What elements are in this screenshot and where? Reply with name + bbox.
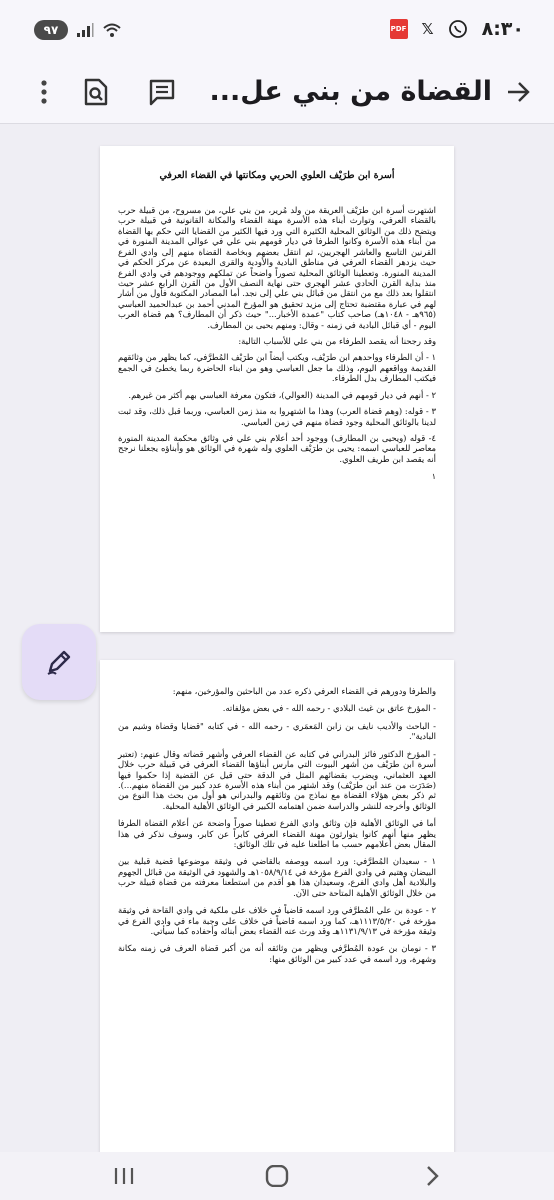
toolbar: [0, 60, 554, 124]
paragraph: ٤- قوله (ويحيى بن المطارف) ووجود أحد أعلام بني علي في وثائق محكمة المدينة المنورة معاصر للعباسي اسمه: يحيى بن طرَيْف العلوي وله شهرة في الوثائق هو وأبناؤه يجعلنا نرجح أنه يقصد ابن طريف العلوي.: [118, 433, 436, 464]
status-right: [390, 18, 524, 40]
status-time: ٨:٣٠: [481, 18, 524, 40]
paragraph: ٢ - أنهم في ديار قومهم في المدينة (العوالي)، فتكون معرفة العباسي بهم أكثر من غيرهم.: [128, 389, 436, 400]
back-button[interactable]: [494, 68, 542, 116]
more-options-button[interactable]: [20, 68, 68, 116]
document-title: القضاة من بني عل...: [209, 76, 492, 107]
paragraph: - الباحث والأديب نايف بن زابن المَعمَري - رحمه الله - في كتابه "قضايا وقضاة وشيم من البادية".: [118, 720, 436, 742]
paragraph: ٣ - نومان بن عودة المُطرَّفي ويظهر من وثائقه أنه من أكبر قضاة العرف في زمنه مكانة وشهرة، ورد اسمه في عدد كبير من الوثائق منها:: [118, 943, 436, 964]
pdf-page-2[interactable]: [100, 660, 454, 1160]
recents-icon: [113, 1166, 135, 1186]
paragraph: - المؤرخ عاتق بن غيث البلادي - رحمه الله - في بعض مؤلفاته.: [222, 703, 436, 714]
search-document-button[interactable]: [72, 68, 120, 116]
page-content: [118, 660, 436, 964]
edit-fab-button[interactable]: [22, 624, 96, 700]
whatsapp-icon: [448, 19, 468, 39]
paragraph: وقد رجحنا أنه يقصد الطرفاء من بني علي للأسباب التالية:: [238, 336, 436, 347]
home-icon: [265, 1165, 289, 1187]
paragraph: أما في الوثائق الأهلية فإن وثائق وادي الفرع تعطينا صوراً واضحة عن أعلام القضاة الطرفا يظهر منها أنهم كانوا يتوارثون مهنة القضاء العرفي كابراً عن كابر، وسوف نذكر في هذا المقال بعض أعلامهم حسب ما اطلعنا عليه في تلك الوثائق:: [118, 818, 436, 850]
paragraph: - المؤرخ الدكتور فائز البدراني في كتابه عن القضاء العرفي وأشهر قضاته وقال عنهم: (تعتبر أسرة ابن طرَيْف من أشهر البيوت التي مارس أبناؤها القضاء العرفي في قبيلة حرب خلال العهد العثماني، ويضرب بقضائهم المثل في الدقة حتى قيل عن القضية إذا حكموا فيها (صَدَرَت من عند ابن طرَيْف) وقد اشتهر من أبناء هذه الأسرة عدد كبير من القضاة منهم...). ثم ذكر بعض هؤلاء القضاة مع نماذج من وثائقهم والبدراني هو أول من بحث هذا النوع من الوثائق وأخرجه للنشر والدراسة ضمن اهتمامه الكبير في الوثائق الأهلية المحلية.: [118, 748, 436, 811]
pdf-icon: PDF: [390, 19, 408, 39]
back-arrow-icon: [506, 81, 530, 103]
pdf-page-1[interactable]: [100, 146, 454, 632]
system-back-button[interactable]: [412, 1160, 452, 1192]
comments-button[interactable]: [138, 68, 186, 116]
x-icon: 𝕏: [421, 20, 434, 38]
paragraph: ١ - سعيدان المُطرَّفي: ورد اسمه ووصفه بالقاضي في وثيقة موضوعها قضية قبلية بين البيضان وهتيم في وادي الفرع مؤرخة في ١٠٥٨/٩/١٤هـ والشهود في الوثيقة من قبائل الجهوم والبلادية أهل وادي الفرع، وسعيدان هذا هو أقدم من استطعنا معرفته من قضاة قبيلة حرب من خلال الوثائق الأهلية المتاحة حتى الآن.: [118, 856, 437, 898]
search-document-icon: [83, 78, 109, 106]
article-heading: أسرة ابن طرَيْف العلوي الحربي ومكانتها في القضاء العرفي: [159, 170, 395, 181]
recents-button[interactable]: [104, 1160, 144, 1192]
back-icon: [425, 1165, 439, 1187]
edit-pen-icon: [44, 647, 74, 677]
navigation-bar: [0, 1152, 554, 1200]
signal-icon: [76, 22, 94, 38]
wifi-icon: [102, 22, 122, 38]
paragraph: ٣ - قوله: (وهم قضاة العرب) وهذا ما اشتهروا به منذ زمن العباسي، وربما قبل ذلك، وقد ثبت لدينا بالوثائق المحلية وجود قضاة منهم في زمن العباسي.: [118, 406, 436, 427]
battery-icon: ٩٧: [34, 20, 68, 40]
status-left: [34, 20, 122, 40]
paragraph: اشتهرت أسرة ابن طرَيْف العريقة من ولد مُرير، من بني علي، من مسروح، من قبيلة حرب بالقضاء العرفي، وتوارث أبناء هذه الأسرة مهنة القضاء والمكانة القانونية في قبيلة حرب ويتضح ذلك من الوثائق المحلية الكثيرة التي ورد فيها الكثير من القضايا التي حكم بها القضاة من أبناء هذه الأسرة وكانوا الطرفا في ديار قومهم بني علي في عوالي المدينة المنورة في القرنين التاسع والعاشر الهجريين، ثم انتقل بعضهم وبخاصة القضاة منهم إلى وادي الفرع حيث يزدهر القضاء العرفي في مناطق البادية والأودية والقرى البعيدة عن مركز الحكم في المدينة المنورة. وتعطينا الوثائق المحلية تصوراً واضحاً عن تملكهم ووجودهم في وادي الفرع منذ بداية القرن الحادي عشر الهجري حتى نهاية النصف الأول من القرن الرابع عشر حيث انتقلوا بعد ذلك مع من انتقل من قبائل بني علي إلى نجد. أما المصادر المكتوبة فأول من أشار لهم في عبارة مقتضبة تحتاج إلى مزيد تحقيق هو المؤرخ المدني أحمد بن عبدالحميد العباسي (٩٦٥هـ - ١٠٤٨هـ) صاحب كتاب "عمدة الأخبار..." حيث ذكر أن المطارف؟ هم قضاة العرب اليوم - أي قبائل البادية في زمنه - وقال: ومنهم يحيى بن المطارف.: [118, 205, 436, 330]
status-bar: [0, 0, 554, 60]
paragraph: ١ - أن الطرفاء وواحدهم ابن طرَيْف، ويكتب أيضاً ابن طرَيْف المُطرَّفي، كما يظهر من وثائقهم القديمة وواقعهم اليوم، وذلك ما جعل العباسي وهو من ابناء الحاضرة ربما يخطئ في الجمع فيكتب المطارف بدل الطرفاء.: [118, 352, 436, 384]
paragraph: والطرفا ودورهم في القضاء العرفي ذكره عدد من الباحثين والمؤرخين، منهم:: [172, 686, 436, 696]
comments-icon: [148, 78, 176, 106]
more-vertical-icon: [41, 80, 47, 104]
status-icons: [76, 22, 122, 38]
paragraph: ٢ - عودة بن علي المُطرَّفي ورد اسمه قاضياً في خلاف على ملكية في وادي القاحة في وثيقة مؤرخة في ١١١٣/٥/٢٠هـ، كما ورد اسمه قاضياً في خلاف على وجبة ماء في وادي الفرع في وثيقة مؤرخة في ١١٣١/٩/١٣هـ وقد ورث عنه القضاء بعض أبنائه وأحفاده كما سيأتي.: [118, 905, 436, 937]
page-number: ١: [431, 472, 436, 482]
home-button[interactable]: [257, 1160, 297, 1192]
